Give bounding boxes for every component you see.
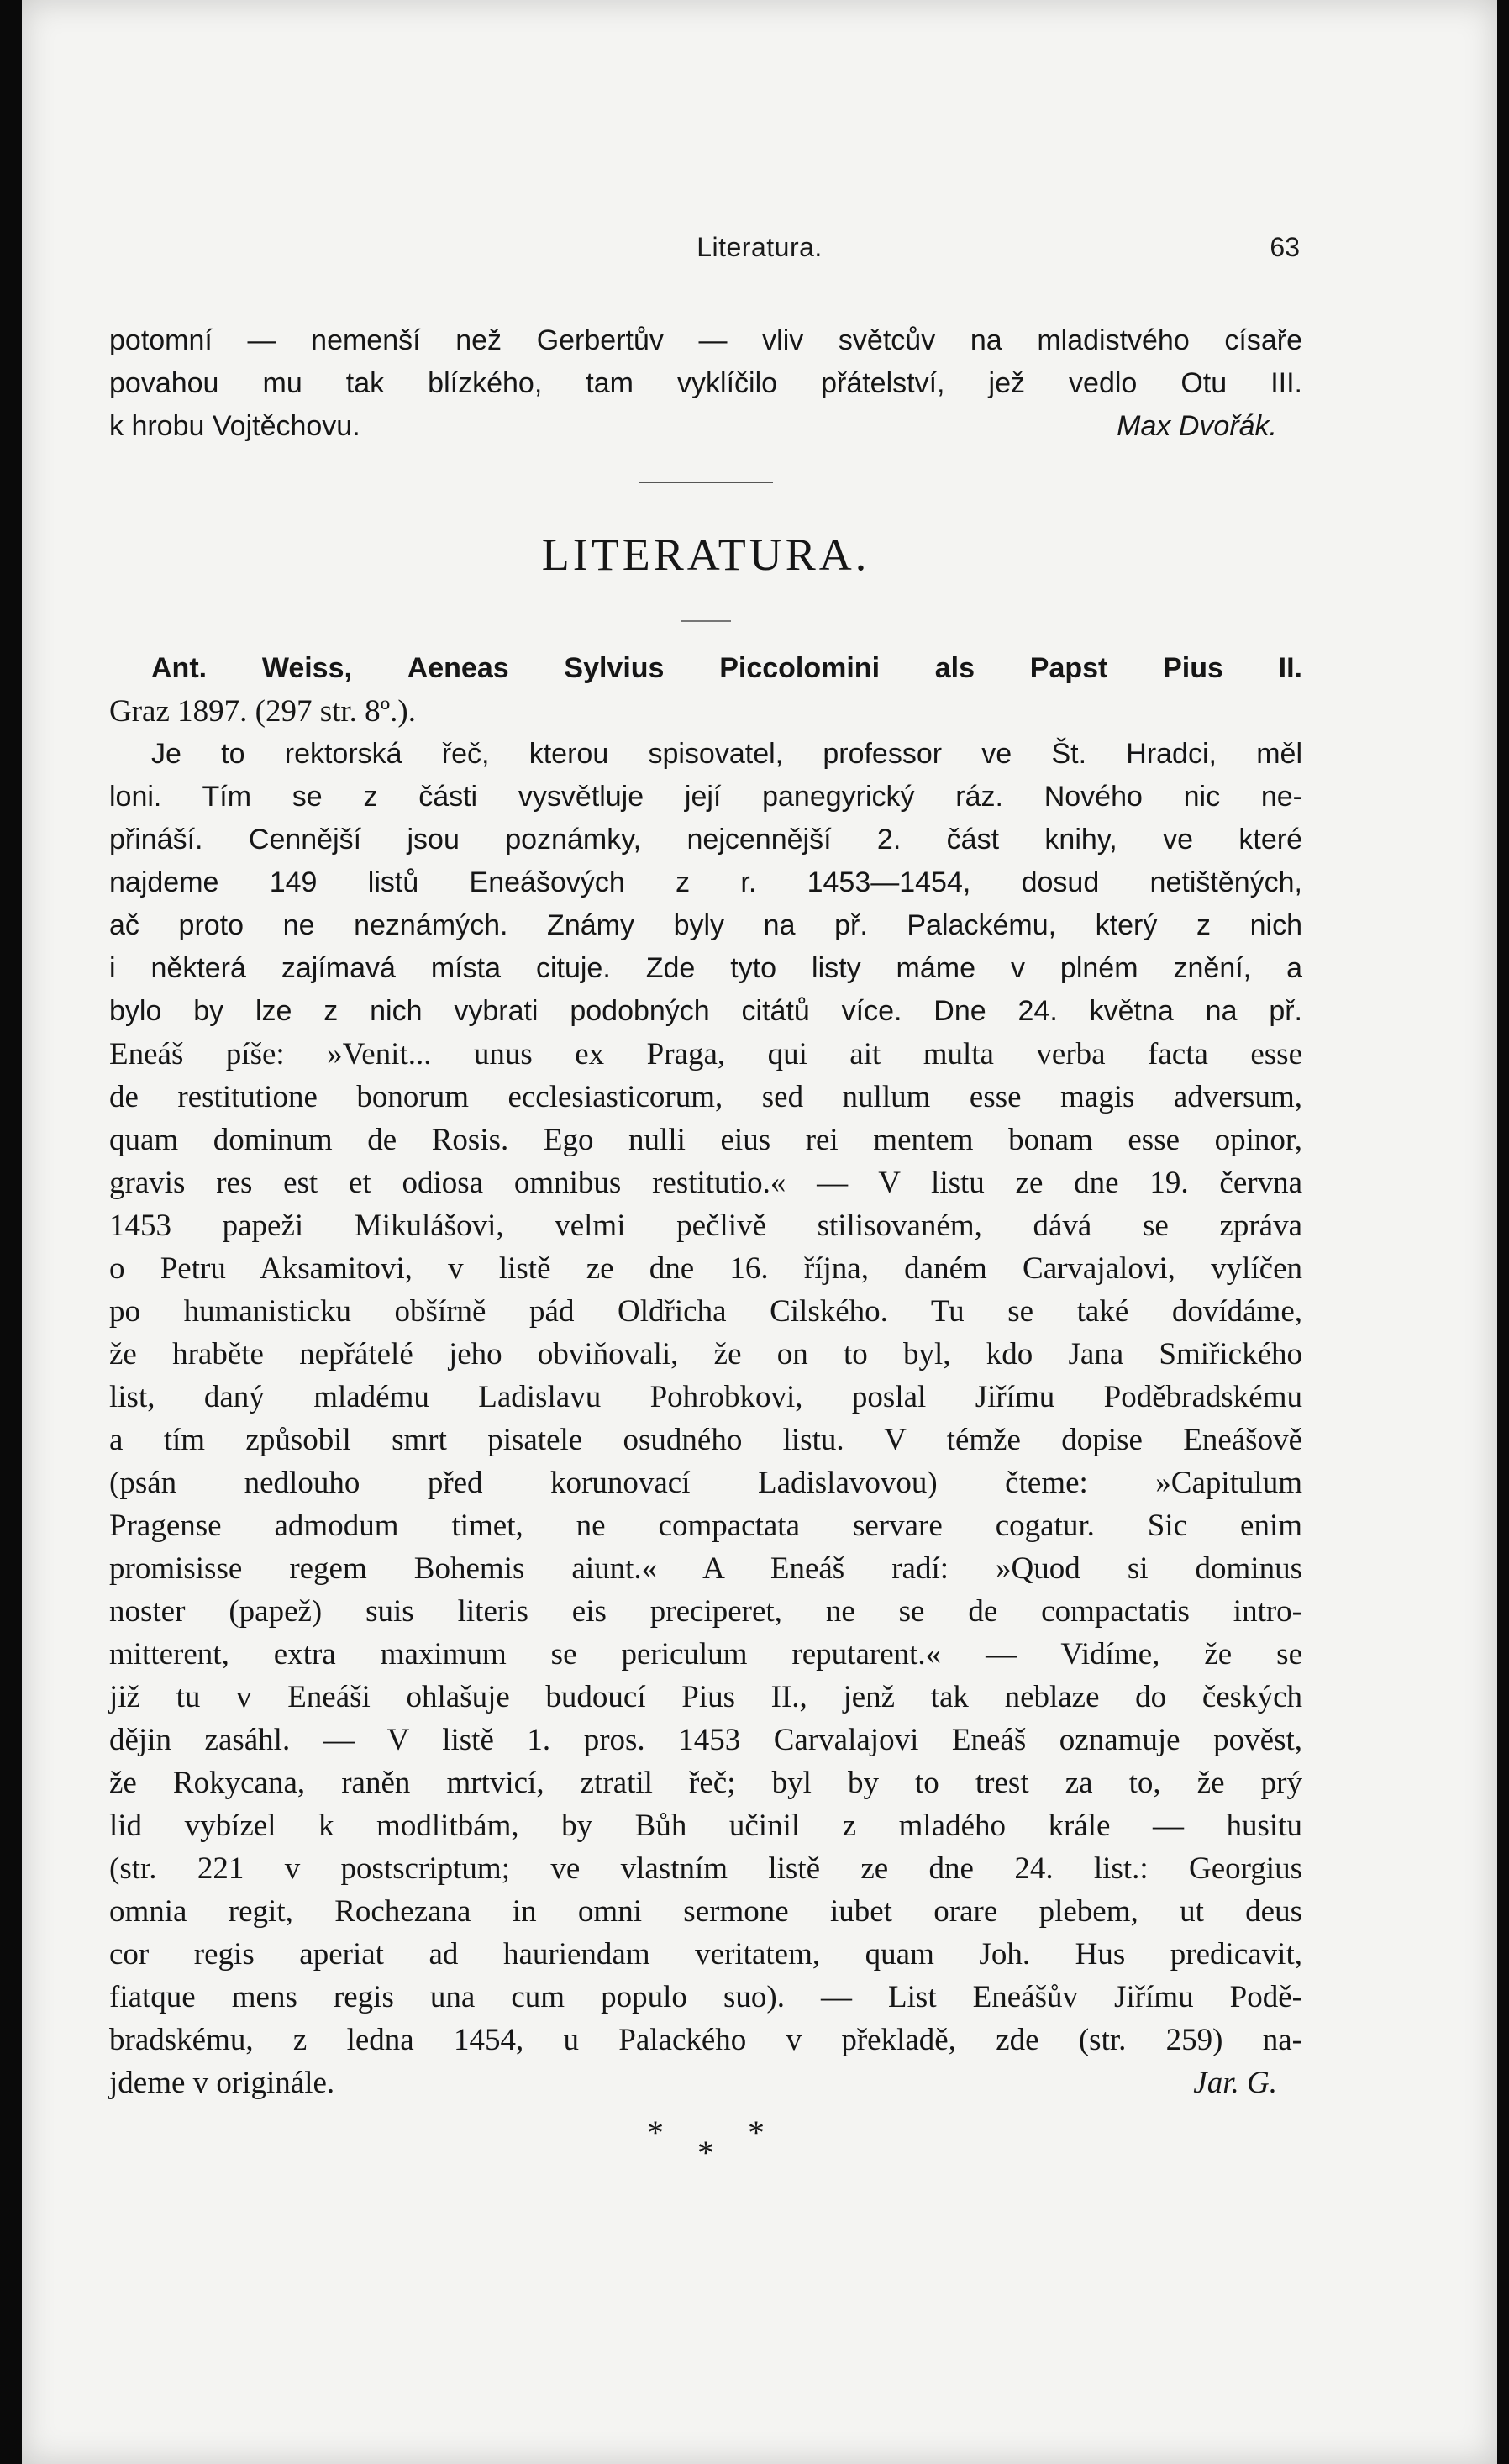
text-line: cor regis aperiat ad hauriendam veritatem, quam Joh. Hus predicavit, bbox=[109, 1937, 1302, 1972]
text-line: noster (papež) suis literis eis preciperet, ne se de compactatis intro- bbox=[109, 1594, 1302, 1629]
text-line: mitterent, extra maximum se periculum reputarent.« — Vidíme, že se bbox=[109, 1637, 1302, 1672]
text-line: i některá zajímavá místa cituje. Zde tyto listy máme v plném znění, a bbox=[109, 952, 1302, 984]
text-line: a tím způsobil smrt pisatele osudného listu. V témže dopise Eneášově bbox=[109, 1423, 1302, 1457]
text-line: list, daný mladému Ladislavu Pohrobkovi, poslal Jiřímu Poděbradskému bbox=[109, 1380, 1302, 1414]
text-line: bradskému, z ledna 1454, u Palackého v překladě, zde (str. 259) na- bbox=[109, 2023, 1302, 2057]
heading-rule bbox=[681, 620, 731, 622]
text-line: Pragense admodum timet, ne compactata servare cogatur. Sic enim bbox=[109, 1508, 1302, 1543]
closing-row bbox=[109, 2061, 1302, 2104]
page-header bbox=[22, 232, 1497, 274]
text-line: (psán nedlouho před korunovací Ladislavovou) čteme: »Capitulum bbox=[109, 1466, 1302, 1500]
text-line: Je to rektorská řeč, kterou spisovatel, professor ve Št. Hradci, měl bbox=[151, 738, 1302, 770]
asterism-star: * bbox=[748, 2114, 765, 2151]
publication-details: Graz 1897. (297 str. 8º.). bbox=[109, 694, 416, 729]
text-line: loni. Tím se z části vysvětluje její panegyrický ráz. Nového nic ne- bbox=[109, 781, 1302, 813]
text-line: potomní — nemenší než Gerbertův — vliv světcův na mladistvého císaře bbox=[109, 324, 1302, 356]
text-line: promisisse regem Bohemis aiunt.« A Eneáš radí: »Quod si dominus bbox=[109, 1551, 1302, 1586]
previous-article-ending bbox=[109, 319, 1302, 448]
page-number: 63 bbox=[1270, 232, 1300, 262]
text-line: že hraběte nepřátelé jeho obviňovali, že on to byl, kdo Jana Smiřického bbox=[109, 1337, 1302, 1372]
book-review bbox=[109, 647, 1302, 2104]
author-signature: Max Dvořák. bbox=[1117, 410, 1277, 442]
closing-row bbox=[109, 405, 1302, 448]
text-line: quam dominum de Rosis. Ego nulli eius rei mentem bonam esse opinor, bbox=[109, 1123, 1302, 1157]
text-line: lid vybízel k modlitbám, by Bůh učinil z mladého krále — husitu bbox=[109, 1809, 1302, 1843]
text-line: přináší. Cennější jsou poznámky, nejcennější 2. část knihy, ve které bbox=[109, 824, 1302, 856]
text-line: jdeme v originále. bbox=[109, 2066, 335, 2100]
review-author: Ant. Weiss, bbox=[151, 652, 352, 684]
text-line: dějin zasáhl. — V listě 1. pros. 1453 Carvalajovi Eneáš oznamuje pověst, bbox=[109, 1723, 1302, 1757]
text-line: Eneáš píše: »Venit... unus ex Praga, qui ait multa verba facta esse bbox=[109, 1037, 1302, 1071]
review-book-title: Aeneas Sylvius Piccolomini als Papst Pius II. bbox=[407, 652, 1302, 684]
text-line: po humanisticku obšírně pád Oldřicha Cilského. Tu se také dovídáme, bbox=[109, 1294, 1302, 1329]
page-content bbox=[109, 319, 1302, 2180]
text-line: že Rokycana, raněn mrtvicí, ztratil řeč; byl by to trest za to, že prý bbox=[109, 1766, 1302, 1800]
asterism-ornament bbox=[109, 2104, 1302, 2180]
text-line: gravis res est et odiosa omnibus restitutio.« — V listu ze dne 19. června bbox=[109, 1166, 1302, 1200]
text-line: již tu v Eneáši ohlašuje budoucí Pius II., jenž tak neblaze do českých bbox=[109, 1680, 1302, 1714]
reviewer-signature: Jar. G. bbox=[1193, 2066, 1277, 2100]
text-line: bylo by lze z nich vybrati podobných citátů více. Dne 24. května na př. bbox=[109, 995, 1302, 1027]
text-line: o Petru Aksamitovi, v listě ze dne 16. října, daném Carvajalovi, vylíčen bbox=[109, 1251, 1302, 1286]
text-line: ač proto ne neznámých. Známy byly na př. Palackému, který z nich bbox=[109, 909, 1302, 941]
asterism-star: * bbox=[697, 2134, 714, 2172]
text-line: fiatque mens regis una cum populo suo). — List Eneášův Jiřímu Podě- bbox=[109, 1980, 1302, 2014]
text-line: k hrobu Vojtěchovu. bbox=[109, 410, 360, 442]
text-line: omnia regit, Rochezana in omni sermone iubet orare plebem, ut deus bbox=[109, 1894, 1302, 1929]
text-line: povahou mu tak blízkého, tam vyklíčilo přátelství, jež vedlo Otu III. bbox=[109, 367, 1302, 399]
section-heading: LITERATURA. bbox=[541, 529, 870, 580]
text-line: 1453 papeži Mikulášovi, velmi pečlivě stilisovaném, dává se zpráva bbox=[109, 1208, 1302, 1243]
asterism-star: * bbox=[647, 2114, 664, 2151]
text-line: najdeme 149 listů Eneášových z r. 1453—1454, dosud netištěných, bbox=[109, 866, 1302, 898]
text-line: de restitutione bonorum ecclesiasticorum, sed nullum esse magis adversum, bbox=[109, 1080, 1302, 1114]
bibliographic-entry bbox=[109, 647, 1302, 690]
section-divider bbox=[639, 482, 773, 483]
text-line: (str. 221 v postscriptum; ve vlastním listě ze dne 24. list.: Georgius bbox=[109, 1851, 1302, 1886]
document-page bbox=[22, 0, 1497, 2464]
running-title: Literatura. bbox=[697, 232, 823, 262]
